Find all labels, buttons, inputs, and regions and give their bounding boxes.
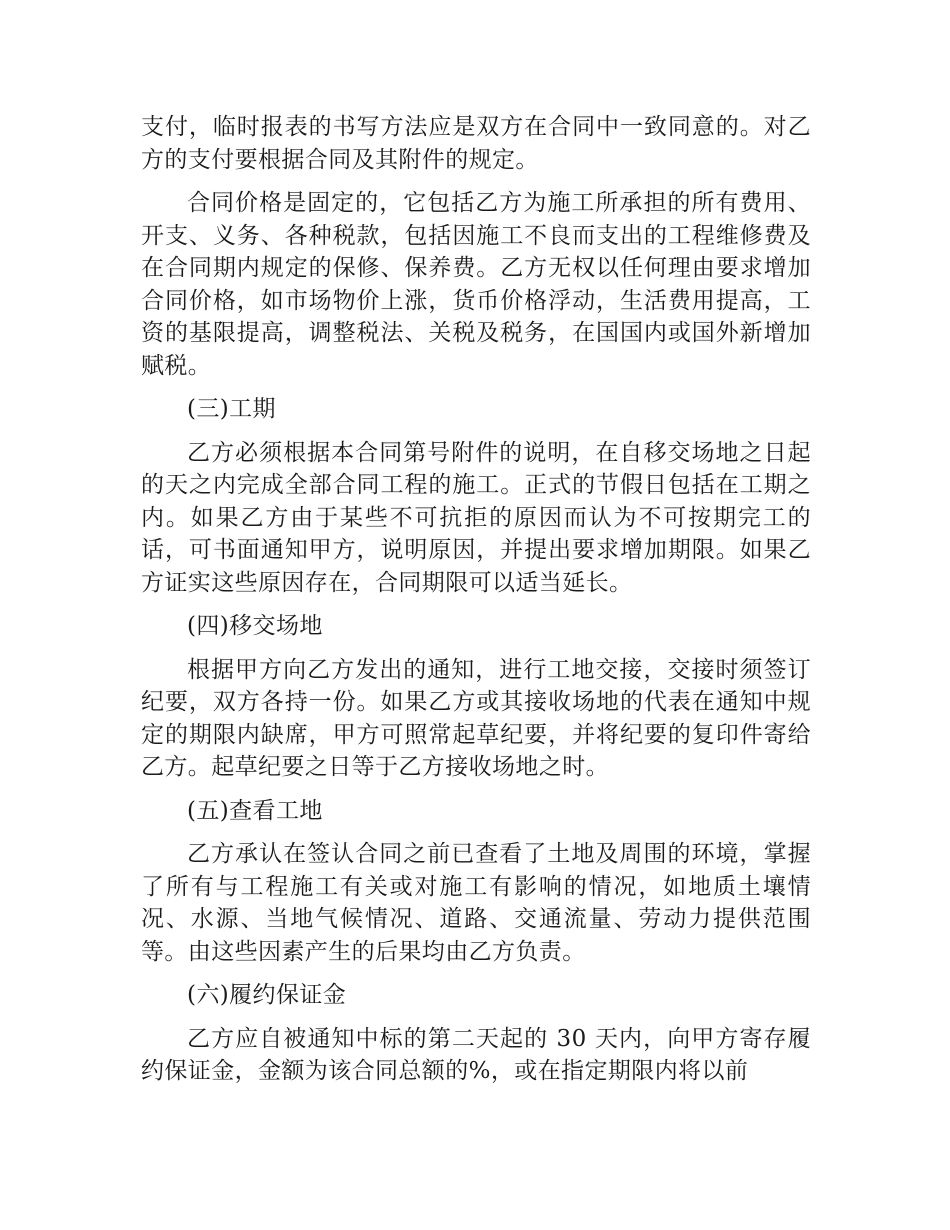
section-heading-performance-bond: (六)履约保证金 xyxy=(187,982,347,1008)
paragraph-performance-bond: 乙方应自被通知中标的第二天起的 30 天内，向甲方寄存履约保证金，金额为该合同总额的%，或在指定期限内将以前 xyxy=(141,1025,811,1084)
paragraph-contract-price: 合同价格是固定的，它包括乙方为施工所承担的所有费用、开支、义务、各种税款，包括因施工不良而支出的工程维修费及在合同期内规定的保修、保养费。乙方无权以任何理由要求增加合同价格，如市场物价上涨，货币价格浮动，生活费用提高，工资的基限提高，调整税法、关税及税务，在国国内或国外新增加赋税。 xyxy=(141,190,811,379)
paragraph-site-inspection: 乙方承认在签认合同之前已查看了土地及周围的环境，掌握了所有与工程施工有关或对施工有影响的情况，如地质土壤情况、水源、当地气候情况、道路、交通流量、劳动力提供范围等。由这些因素产生的后果均由乙方负责。 xyxy=(141,841,811,965)
section-heading-site-inspection: (五)查看工地 xyxy=(187,797,323,824)
document-page xyxy=(141,111,811,1088)
paragraph-construction-period: 乙方必须根据本合同第号附件的说明，在自移交场地之日起的天之内完成全部合同工程的施工。正式的节假日包括在工期之内。如果乙方由于某些不可抗拒的原因而认为不可按期完工的话，可书面通知甲方，说明原因，并提出要求增加期限。如果乙方证实这些原因存在，合同期限可以适当延长。 xyxy=(141,439,811,596)
paragraph-payment-continuation: 支付，临时报表的书写方法应是双方在合同中一致同意的。对乙方的支付要根据合同及其附件的规定。 xyxy=(141,114,811,173)
section-heading-construction-period: (三)工期 xyxy=(187,396,276,422)
paragraph-site-handover: 根据甲方向乙方发出的通知，进行工地交接，交接时须签订纪要，双方各持一份。如果乙方或其接收场地的代表在通知中规定的期限内缺席，甲方可照常起草纪要，并将纪要的复印件寄给乙方。起草纪要之日等于乙方接收场地之时。 xyxy=(141,656,811,780)
section-heading-site-handover: (四)移交场地 xyxy=(187,613,323,639)
